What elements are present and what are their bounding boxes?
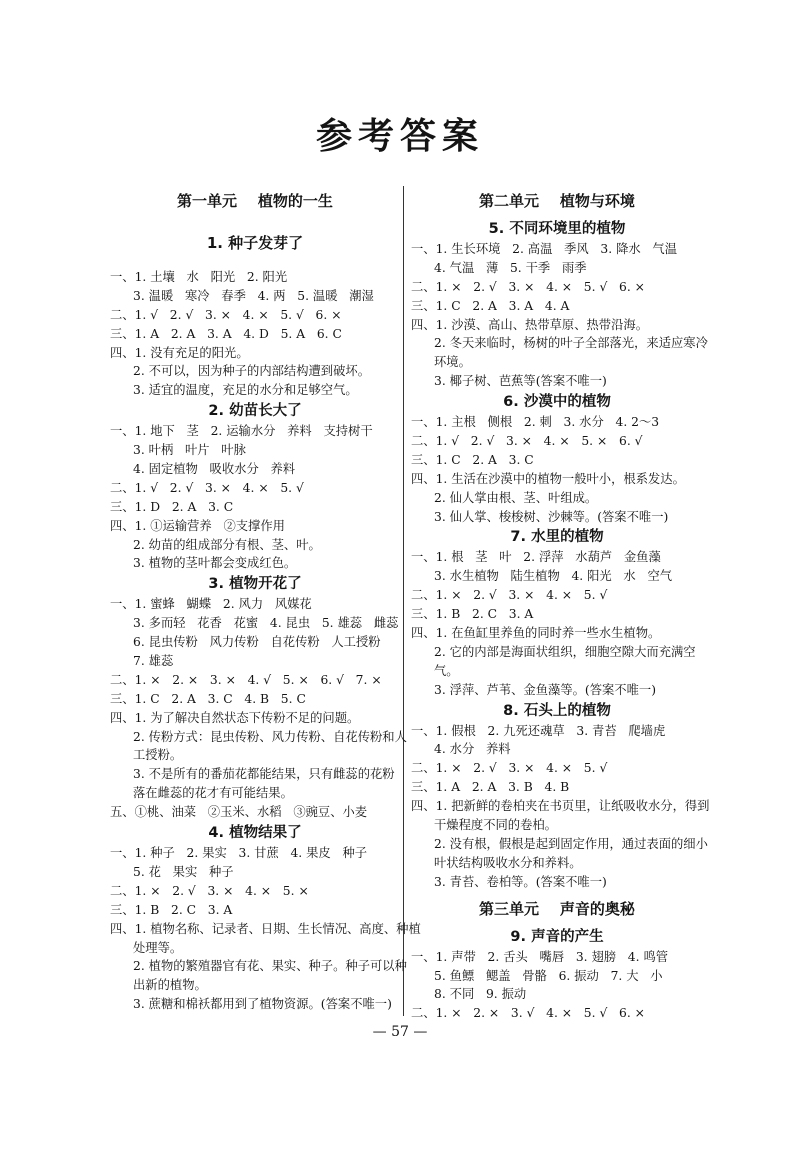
answer-line: 6. 昆虫传粉 风力传粉 自花传粉 人工授粉 [133, 635, 381, 650]
answer-line: 3. 仙人掌、梭梭树、沙棘等。(答案不唯一) [434, 509, 669, 524]
answer-line: 气。 [434, 663, 459, 678]
answer-line: 2. 仙人掌由根、茎、叶组成。 [434, 490, 598, 505]
answer-line: 出新的植物。 [133, 978, 207, 993]
lesson-title: 1. 种子发芽了 [206, 234, 304, 252]
answer-line: 四、1. 为了解决自然状态下传粉不足的问题。 [110, 710, 360, 725]
answer-line: 4. 气温 薄 5. 干季 雨季 [434, 260, 587, 275]
answer-line: 3. 植物的茎叶都会变成红色。 [133, 556, 297, 571]
answer-line: 三、1. A 2. A 3. B 4. B [411, 780, 570, 795]
answer-line: 一、1. 假根 2. 九死还魂草 3. 青苔 爬墙虎 [411, 723, 666, 738]
answer-line: 7. 雄蕊 [133, 654, 174, 669]
answer-line: 3. 温暖 寒冷 春季 4. 两 5. 温暖 潮湿 [133, 288, 374, 303]
answer-line: 二、1. × 2. × 3. × 4. √ 5. × 6. √ 7. × [110, 672, 382, 687]
answer-line: 工授粉。 [133, 748, 183, 763]
page-title: 参考答案 [315, 115, 484, 157]
answer-line: 3. 叶柄 叶片 叶脉 [133, 443, 246, 458]
answer-line: 三、1. D 2. A 3. C [110, 499, 234, 514]
lesson-title: 4. 植物结果了 [208, 825, 302, 842]
answer-line: 3. 浮萍、芦苇、金鱼藻等。(答案不唯一) [434, 682, 656, 697]
answer-line: 2. 不可以，因为种子的内部结构遭到破坏。 [133, 364, 370, 379]
answer-line: 4. 水分 养料 [434, 742, 511, 757]
answer-line: 3. 水生植物 陆生植物 4. 阳光 水 空气 [434, 569, 673, 584]
answer-line: 三、1. A 2. A 3. A 4. D 5. A 6. C [110, 326, 342, 341]
answer-lines [411, 722, 710, 892]
answer-line: 四、1. 没有充足的阳光。 [110, 345, 249, 360]
lesson-section [110, 218, 400, 400]
answer-line: 四、1. 植物名称、记录者、日期、生长情况、高度、种植 [110, 921, 421, 936]
answer-line: 二、1. √ 2. √ 3. × 4. × 5. √ 6. × [110, 307, 342, 322]
answer-line: 5. 鱼鳔 鳃盖 骨骼 6. 振动 7. 大 小 [434, 968, 663, 983]
answer-line: 3. 多而轻 花香 花蜜 4. 昆虫 5. 雄蕊 雌蕊 [133, 616, 399, 631]
answer-line: 环境。 [434, 355, 471, 370]
answer-line: 二、1. × 2. √ 3. × 4. × 5. √ [411, 588, 608, 603]
answer-line: 二、1. × 2. √ 3. × 4. × 5. √ 6. × [411, 279, 645, 294]
answer-lines [411, 413, 703, 526]
answer-line: 2. 传粉方式：昆虫传粉、风力传粉、自花传粉和人 [133, 729, 407, 744]
answer-line: 五、①桃、油菜 ②玉米、水稻 ③豌豆、小麦 [110, 805, 368, 820]
answer-line: 2. 冬天来临时，杨树的叶子全部落光，来适应寒冷 [434, 336, 708, 351]
answer-line: 一、1. 主根 侧根 2. 刺 3. 水分 4. 2～3 [411, 415, 660, 430]
answer-line: 处理等。 [133, 940, 183, 955]
answer-line: 3. 青苔、卷柏等。(答案不唯一) [434, 874, 607, 889]
answer-line: 2. 幼苗的组成部分有根、茎、叶。 [133, 537, 321, 552]
answer-line: 2. 没有根，假根是起到固定作用，通过表面的细小 [434, 836, 708, 851]
answer-line: 四、1. 把新鲜的卷柏夹在书页里，让纸吸收水分，得到 [411, 799, 710, 814]
answer-line: 5. 花 果实 种子 [133, 864, 234, 879]
page-number: — 57 — [372, 1024, 428, 1040]
answer-line: 落在雌蕊的花才有可能结果。 [133, 786, 293, 801]
answer-line: 2. 植物的繁殖器官有花、果实、种子。种子可以种 [133, 959, 407, 974]
answer-line: 三、1. B 2. C 3. A [110, 902, 233, 917]
lesson-title: 7. 水里的植物 [510, 529, 604, 546]
answer-line: 二、1. × 2. √ 3. × 4. × 5. × [110, 883, 309, 898]
lesson-list [411, 218, 710, 892]
lesson-title: 2. 幼苗长大了 [208, 403, 302, 420]
column-divider [403, 186, 404, 1016]
lesson-section [411, 391, 703, 526]
answer-line: 二、1. √ 2. √ 3. × 4. × 5. √ [110, 480, 304, 495]
lesson-title: 6. 沙漠中的植物 [503, 394, 611, 411]
answer-line: 一、1. 生长环境 2. 高温 季风 3. 降水 气温 [411, 242, 677, 256]
lesson-section [411, 526, 703, 699]
answer-line: 四、1. 沙漠、高山、热带草原、热带沿海。 [411, 317, 648, 332]
answer-lines [411, 548, 703, 699]
answer-line: 四、1. ①运输营养 ②支撑作用 [110, 518, 285, 533]
answer-lines [411, 948, 703, 1024]
lesson-section [411, 218, 708, 391]
answer-line: 四、1. 生活在沙漠中的植物一般叶小，根系发达。 [411, 471, 685, 486]
answer-lines [110, 422, 400, 573]
answer-line: 3. 椰子树、芭蕉等(答案不唯一) [434, 374, 607, 389]
answer-line: 二、1. √ 2. √ 3. × 4. × 5. × 6. √ [411, 434, 643, 449]
unit-title: 第二单元 植物与环境 [479, 192, 635, 210]
answer-line: 4. 固定植物 吸收水分 养料 [133, 462, 296, 477]
answer-lines [110, 844, 421, 1014]
answer-line: 二、1. × 2. √ 3. × 4. × 5. √ [411, 761, 608, 776]
unit-title: 第一单元 植物的一生 [177, 192, 333, 210]
answer-line: 干燥程度不同的卷柏。 [434, 818, 557, 833]
unit-3-section [411, 892, 703, 1024]
answer-line: 3. 蔗糖和棉袄都用到了植物资源。(答案不唯一) [133, 997, 392, 1012]
lesson-section [110, 822, 421, 1014]
answer-line: 一、1. 种子 2. 果实 3. 甘蔗 4. 果皮 种子 [110, 846, 368, 861]
answer-line: 一、1. 根 茎 叶 2. 浮萍 水葫芦 金鱼藻 [411, 550, 661, 565]
answer-line: 2. 它的内部是海面状组织，细胞空隙大而充满空 [434, 644, 696, 659]
left-column [110, 184, 421, 1014]
lesson-title: 9. 声音的产生 [510, 928, 604, 945]
answer-line: 三、1. C 2. A 3. A 4. A [411, 298, 570, 313]
answer-line: 一、1. 声带 2. 舌头 嘴唇 3. 翅膀 4. 鸣管 [411, 949, 669, 964]
unit-title: 第三单元 声音的奥秘 [479, 899, 635, 918]
answer-line: 三、1. B 2. C 3. A [411, 607, 534, 622]
answer-line: 8. 不同 9. 振动 [434, 987, 527, 1002]
answer-lines [411, 240, 708, 391]
lesson-section [411, 700, 710, 892]
answer-line: 叶状结构吸收水分和养料。 [434, 855, 582, 870]
answer-line: 四、1. 在鱼缸里养鱼的同时养一些水生植物。 [411, 626, 661, 641]
answer-line: 3. 适宜的温度，充足的水分和足够空气。 [133, 383, 358, 398]
lesson-section [110, 400, 400, 573]
right-column [411, 184, 710, 1023]
lesson-title: 8. 石头上的植物 [503, 702, 611, 719]
lesson-title: 5. 不同环境里的植物 [488, 221, 626, 237]
answer-line: 二、1. × 2. × 3. √ 4. × 5. √ 6. × [411, 1006, 645, 1021]
answer-lines [110, 595, 407, 822]
answer-line: 3. 不是所有的番茄花都能结果，只有雌蕊的花粉 [133, 767, 395, 782]
answer-line: 一、1. 蜜蜂 蝴蝶 2. 风力 风媒花 [110, 597, 312, 612]
lesson-section [110, 573, 407, 822]
lesson-list [110, 218, 421, 1014]
answer-line: 三、1. C 2. A 3. C [411, 452, 534, 467]
answer-line: 一、1. 地下 茎 2. 运输水分 养料 支持树干 [110, 424, 373, 439]
answer-line: 一、1. 土壤 水 阳光 2. 阳光 [110, 270, 288, 284]
lesson-title: 3. 植物开花了 [208, 576, 302, 593]
answer-lines [110, 268, 400, 400]
answer-line: 三、1. C 2. A 3. C 4. B 5. C [110, 691, 306, 706]
